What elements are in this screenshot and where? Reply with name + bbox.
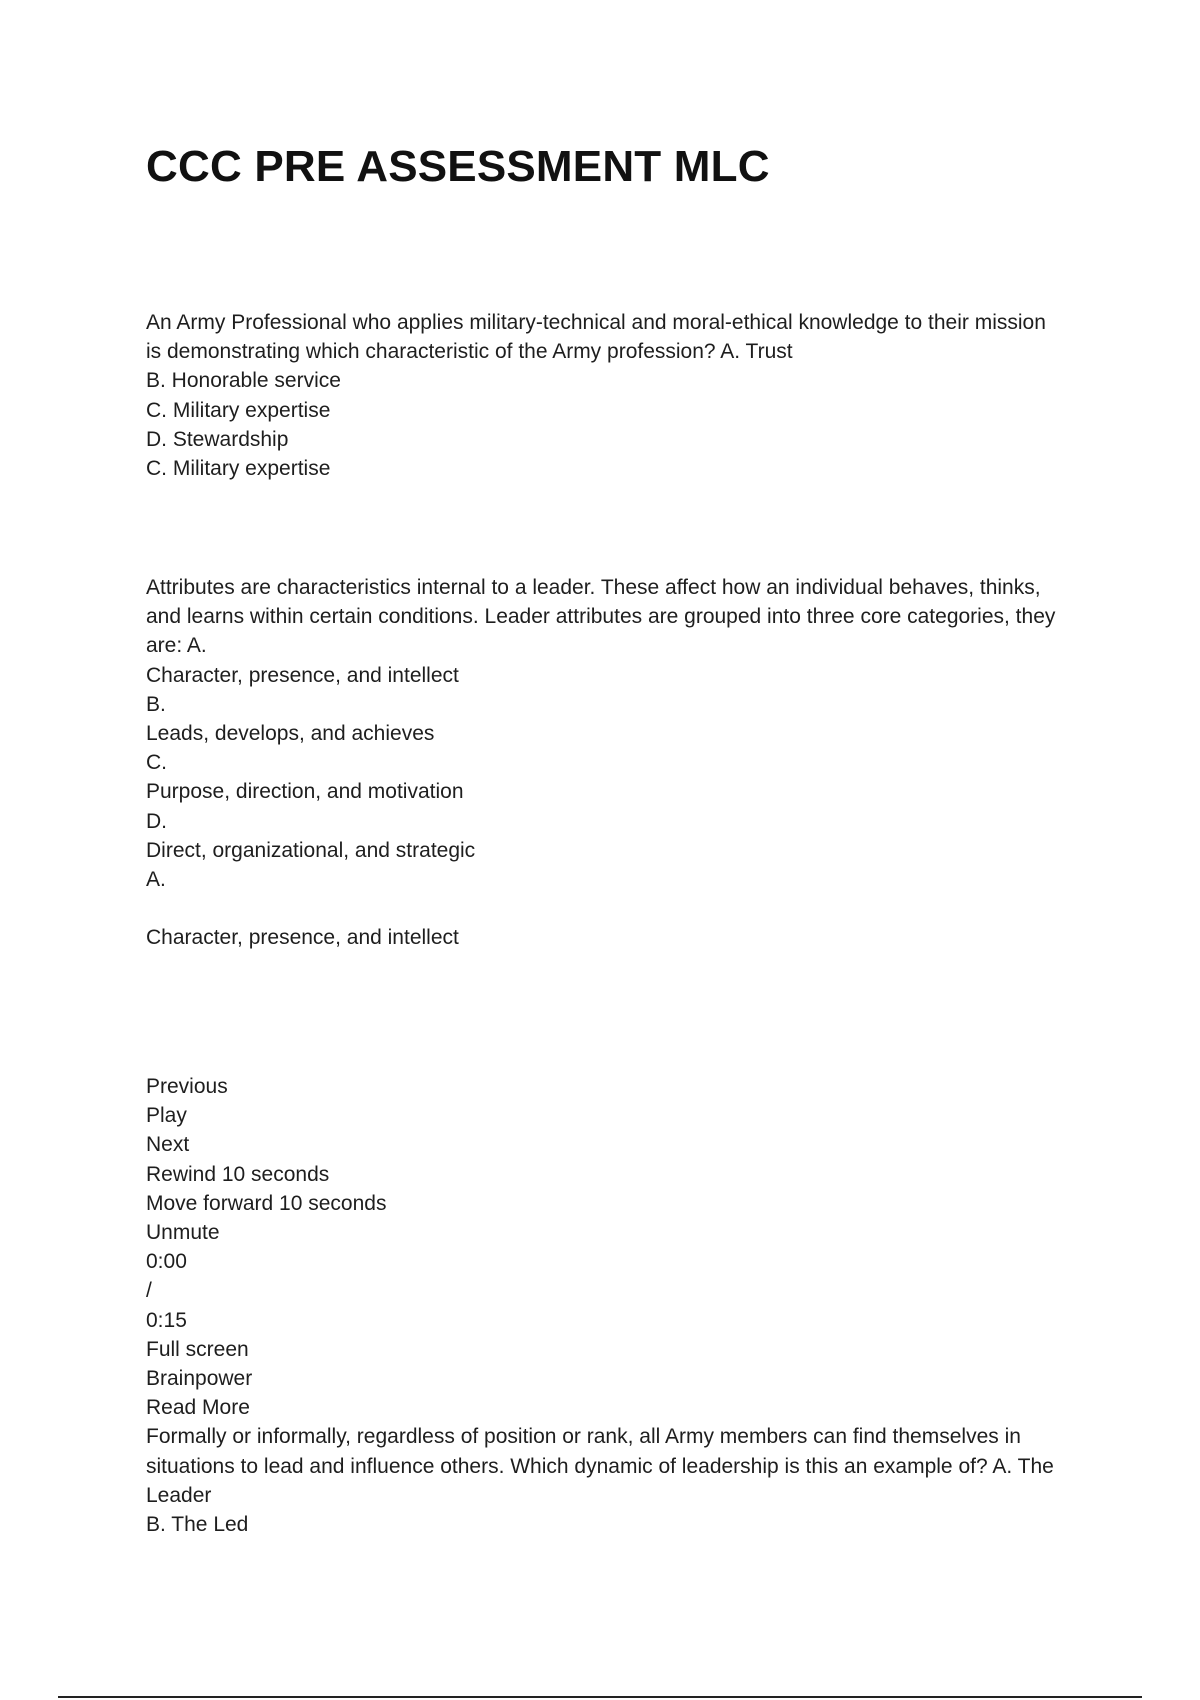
question-2-answer-letter: A.: [146, 868, 166, 892]
question-2-option-a-text: Character, presence, and intellect: [146, 663, 459, 687]
time-separator: /: [146, 1279, 152, 1303]
question-2-option-d-letter: D.: [146, 809, 167, 833]
question-2-option-b-letter: B.: [146, 692, 166, 716]
forward-button[interactable]: Move forward 10 seconds: [146, 1191, 387, 1215]
rewind-button[interactable]: Rewind 10 seconds: [146, 1162, 330, 1186]
question-3-stem: Formally or informally, regardless of position or rank, all Army members can find themselves in situations to lead and influence others. Which dynamic of leadership is this an example of? A. The Leader: [146, 1425, 1054, 1507]
question-2-answer-text: Character, presence, and intellect: [146, 926, 459, 950]
question-1-answer: C. Military expertise: [146, 457, 331, 481]
next-button[interactable]: Next: [146, 1133, 190, 1157]
previous-button[interactable]: Previous: [146, 1075, 228, 1098]
brand-label: Brainpower: [146, 1367, 253, 1391]
current-time: 0:00: [146, 1250, 187, 1274]
spacer: [146, 894, 1066, 923]
question-1-option-b: B. Honorable service: [146, 369, 341, 393]
question-2-option-c-letter: C.: [146, 751, 167, 775]
fullscreen-button[interactable]: Full screen: [146, 1337, 249, 1361]
duration: 0:15: [146, 1308, 187, 1332]
read-more-link[interactable]: Read More: [146, 1396, 250, 1420]
footer-divider: [58, 1696, 1142, 1698]
play-button[interactable]: Play: [146, 1104, 187, 1128]
question-3-option-b: B. The Led: [146, 1513, 249, 1537]
question-2-option-d-text: Direct, organizational, and strategic: [146, 838, 476, 862]
question-2: [146, 573, 1066, 953]
unmute-button[interactable]: Unmute: [146, 1221, 220, 1245]
question-1-stem: An Army Professional who applies military-technical and moral-ethical knowledge to their mission is demonstrating which characteristic of the Army profession? A. Trust: [146, 311, 1046, 364]
document-title: CCC PRE ASSESSMENT MLC: [146, 142, 770, 191]
question-2-stem: Attributes are characteristics internal to a leader. These affect how an individual behaves, thinks, and learns within certain conditions. Leader attributes are grouped into three core categories, they are: A.: [146, 576, 1056, 658]
question-1-option-c: C. Military expertise: [146, 398, 331, 422]
media-player-text: [146, 1072, 1066, 1539]
question-2-option-c-text: Purpose, direction, and motivation: [146, 780, 464, 804]
question-2-option-b-text: Leads, develops, and achieves: [146, 722, 435, 746]
question-1: [146, 308, 1066, 483]
question-1-option-d: D. Stewardship: [146, 427, 289, 451]
